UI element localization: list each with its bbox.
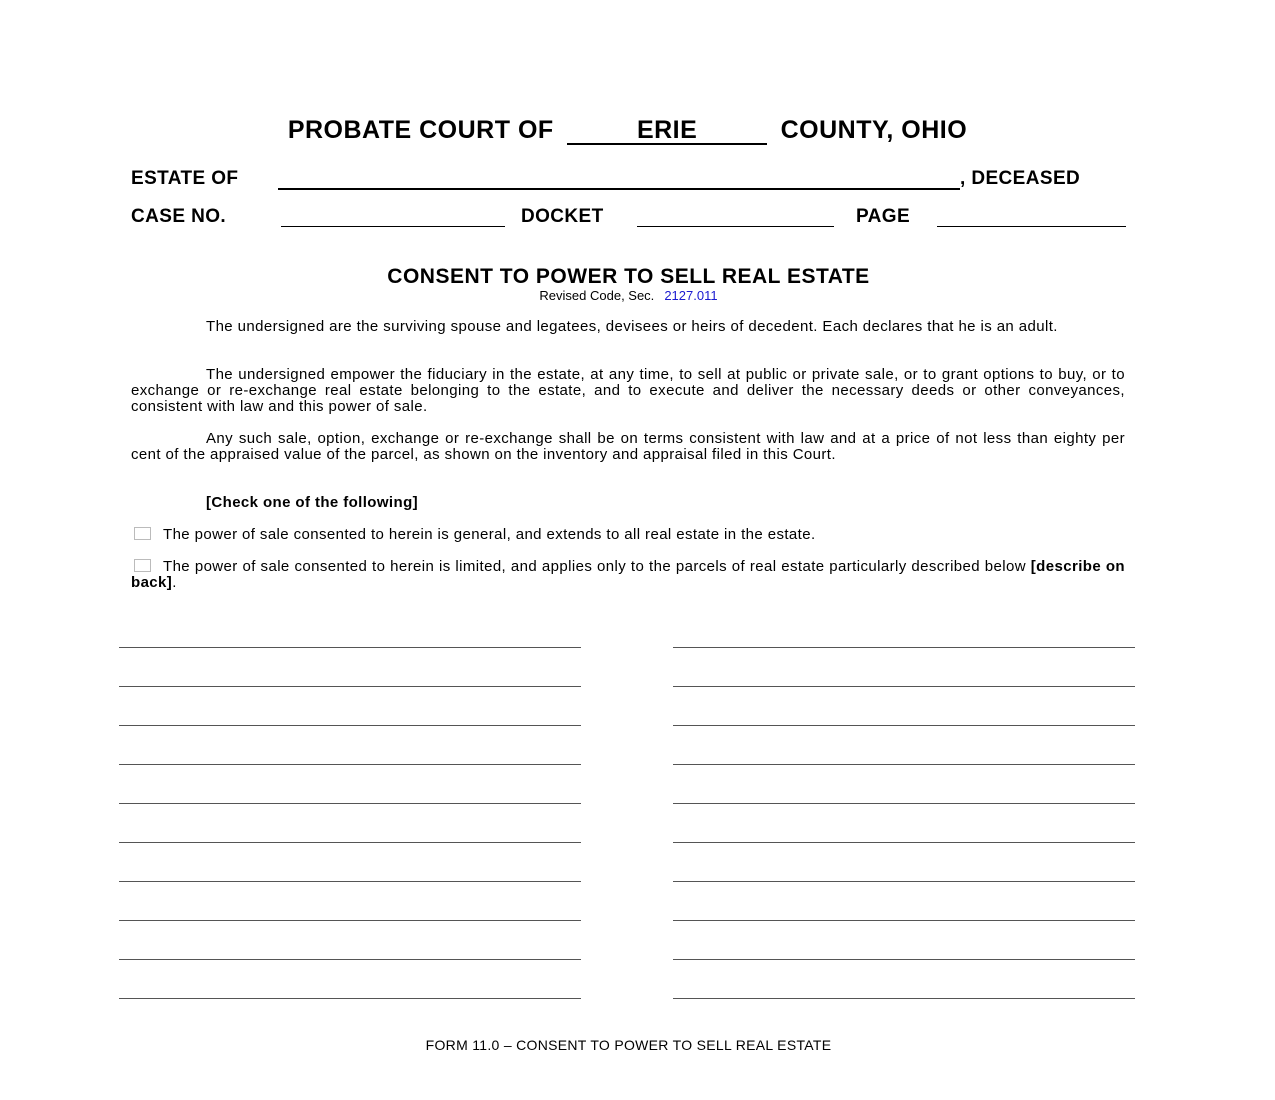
general-checkbox[interactable]	[134, 527, 151, 540]
left-signature-line[interactable]	[119, 803, 581, 804]
left-signature-line[interactable]	[119, 686, 581, 687]
paragraph-1: The undersigned are the surviving spouse and legatees, devisees or heirs of decedent. Each declares that he is an adult.	[206, 318, 1058, 335]
left-signature-line[interactable]	[119, 959, 581, 960]
left-signature-line[interactable]	[119, 920, 581, 921]
case-no-field[interactable]	[281, 226, 505, 227]
right-signature-line[interactable]	[673, 842, 1135, 843]
right-signature-line[interactable]	[673, 881, 1135, 882]
right-signature-line[interactable]	[673, 998, 1135, 999]
paragraph-3: Any such sale, option, exchange or re-exchange shall be on terms consistent with law and at a price of not less than eighty per cent of the appraised value of the parcel, as shown on the inventory and appraisal filed in this Court.	[131, 430, 1125, 463]
limited-checkbox[interactable]	[134, 559, 151, 572]
court-heading	[0, 116, 1255, 145]
page-field[interactable]	[937, 226, 1126, 227]
docket-label: DOCKET	[521, 206, 604, 227]
court-suffix: COUNTY, OHIO	[780, 116, 968, 144]
describe-note: [describe on back]	[131, 558, 1125, 591]
code-link[interactable]: 2127.011	[664, 288, 718, 303]
left-signature-line[interactable]	[119, 764, 581, 765]
revised-code	[0, 288, 1257, 303]
paragraph-2: The undersigned empower the fiduciary in the estate, at any time, to sell at public or private sale, or to grant options to buy, or to exchange or re-exchange real estate belonging to the estate, and to execute and deliver the necessary deeds or other conveyances, consistent with law and this power of sale.	[131, 366, 1125, 415]
option-limited-text: The power of sale consented to herein is limited, and applies only to the parcels of real estate particularly described below	[163, 558, 1031, 575]
option-general-text: The power of sale consented to herein is general, and extends to all real estate in the estate.	[163, 526, 816, 543]
right-signature-line[interactable]	[673, 920, 1135, 921]
form-footer: FORM 11.0 – CONSENT TO POWER TO SELL REAL ESTATE	[425, 1037, 832, 1053]
right-signature-line[interactable]	[673, 725, 1135, 726]
docket-field[interactable]	[637, 226, 834, 227]
estate-name-field[interactable]	[278, 188, 960, 190]
case-no-label: CASE NO.	[131, 206, 227, 227]
page-label: PAGE	[856, 206, 911, 227]
form-title: CONSENT TO POWER TO SELL REAL ESTATE	[387, 265, 870, 288]
option-limited	[131, 559, 1125, 591]
right-signature-line[interactable]	[673, 764, 1135, 765]
left-signature-line[interactable]	[119, 842, 581, 843]
revised-label: Revised Code, Sec.	[539, 288, 655, 303]
left-signature-line[interactable]	[119, 998, 581, 999]
left-signature-line[interactable]	[119, 725, 581, 726]
right-signature-line[interactable]	[673, 803, 1135, 804]
left-signature-line[interactable]	[119, 881, 581, 882]
option-limited-end: .	[172, 574, 177, 591]
deceased-label: , DECEASED	[960, 168, 1081, 189]
left-signature-line[interactable]	[119, 647, 581, 648]
county-field[interactable]: ERIE	[567, 117, 767, 145]
check-heading: [Check one of the following]	[206, 494, 419, 511]
estate-label: ESTATE OF	[131, 168, 239, 189]
right-signature-line[interactable]	[673, 959, 1135, 960]
right-signature-line[interactable]	[673, 686, 1135, 687]
option-general	[131, 527, 1125, 543]
court-prefix: PROBATE COURT OF	[287, 116, 554, 144]
right-signature-line[interactable]	[673, 647, 1135, 648]
